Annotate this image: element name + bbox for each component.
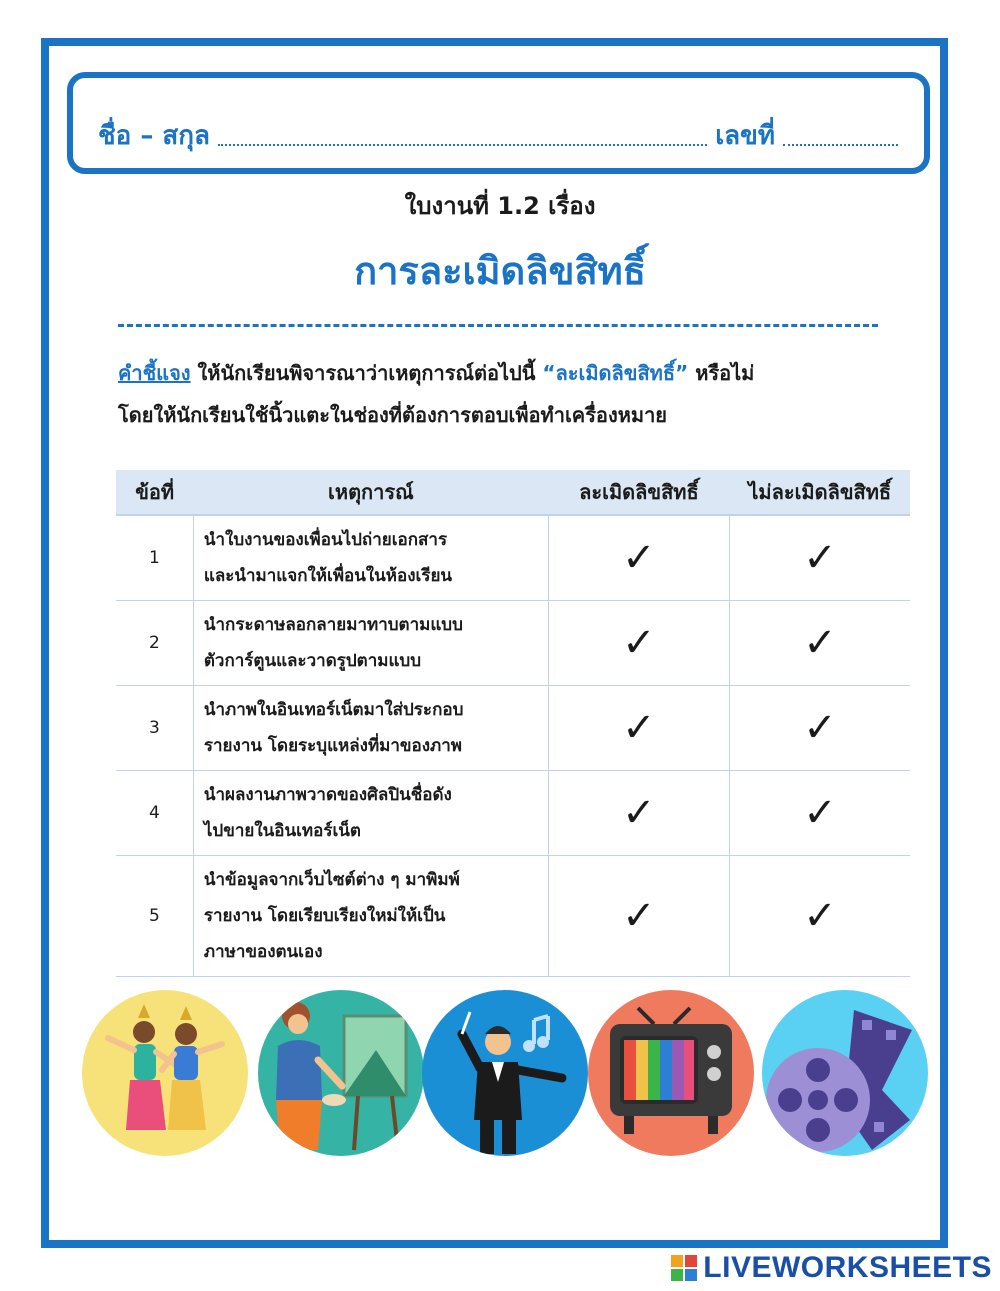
event-line: ไปขายในอินเทอร์เน็ต — [203, 821, 361, 841]
col-header-not-infringe: ไม่ละเมิดลิขสิทธิ์ — [729, 470, 910, 515]
painter-icon — [258, 990, 424, 1156]
name-line — [98, 116, 898, 156]
row-number: 1 — [116, 515, 193, 601]
event-line: ภาษาของตนเอง — [203, 942, 323, 962]
table-row — [116, 601, 910, 686]
worksheet-title: การละเมิดลิขสิทธิ์ — [354, 249, 646, 293]
instructions-line-1 — [118, 352, 908, 394]
event-line: นำใบงานของเพื่อนไปถ่ายเอกสาร — [203, 530, 448, 550]
thai-dancers-icon — [82, 990, 248, 1156]
instructions-text-1: ให้นักเรียนพิจารณาว่าเหตุการณ์ต่อไปนี้ — [197, 361, 536, 385]
row-event — [193, 515, 548, 601]
table-row — [116, 515, 910, 601]
event-line: รายงาน โดยเรียบเรียงใหม่ให้เป็น — [203, 906, 446, 926]
row-number: 4 — [116, 771, 193, 856]
row-number: 5 — [116, 856, 193, 977]
row-event — [193, 686, 548, 771]
row-number: 2 — [116, 601, 193, 686]
number-label: เลขที่ — [715, 121, 775, 151]
name-label: ชื่อ – สกุล — [98, 121, 210, 151]
event-line: นำผลงานภาพวาดของศิลปินชื่อดัง — [203, 785, 452, 805]
answer-infringe-cell[interactable]: ✓ — [548, 771, 729, 856]
watermark-logo-icon — [671, 1255, 697, 1281]
answer-infringe-cell[interactable]: ✓ — [548, 515, 729, 601]
answer-infringe-cell[interactable]: ✓ — [548, 601, 729, 686]
watermark-text: LIVEWORKSHEETS — [703, 1251, 992, 1284]
watermark — [671, 1251, 992, 1285]
events-table — [116, 470, 910, 977]
divider — [118, 324, 878, 327]
table-header-row — [116, 470, 910, 515]
answer-infringe-cell[interactable]: ✓ — [548, 686, 729, 771]
event-line: รายงาน โดยระบุแหล่งที่มาของภาพ — [203, 736, 463, 756]
event-line: นำข้อมูลจากเว็บไซต์ต่าง ๆ มาพิมพ์ — [203, 870, 460, 890]
event-line: และนำมาแจกให้เพื่อนในห้องเรียน — [203, 566, 453, 586]
table-row — [116, 686, 910, 771]
row-number: 3 — [116, 686, 193, 771]
row-event — [193, 856, 548, 977]
worksheet-subtitle: ใบงานที่ 1.2 เรื่อง — [404, 192, 596, 220]
event-line: นำกระดาษลอกลายมาทาบตามแบบ — [203, 615, 463, 635]
instructions-lead: คำชี้แจง — [118, 361, 191, 385]
answer-not-infringe-cell[interactable]: ✓ — [729, 515, 910, 601]
row-event — [193, 601, 548, 686]
table-row — [116, 856, 910, 977]
answer-not-infringe-cell[interactable]: ✓ — [729, 856, 910, 977]
answer-not-infringe-cell[interactable]: ✓ — [729, 686, 910, 771]
col-header-infringe: ละเมิดลิขสิทธิ์ — [548, 470, 729, 515]
row-event — [193, 771, 548, 856]
col-header-event: เหตุการณ์ — [193, 470, 548, 515]
answer-not-infringe-cell[interactable]: ✓ — [729, 771, 910, 856]
television-icon — [588, 990, 754, 1156]
illustration-row — [82, 990, 932, 1160]
event-line: ตัวการ์ตูนและวาดรูปตามแบบ — [203, 651, 421, 671]
answer-infringe-cell[interactable]: ✓ — [548, 856, 729, 977]
name-blank — [218, 144, 707, 146]
table-row — [116, 771, 910, 856]
instructions-quote: “ละเมิดลิขสิทธิ์” — [542, 361, 689, 385]
number-blank — [783, 144, 898, 146]
instructions — [118, 352, 908, 436]
event-line: นำภาพในอินเทอร์เน็ตมาใส่ประกอบ — [203, 700, 464, 720]
col-header-number: ข้อที่ — [116, 470, 193, 515]
instructions-text-2: หรือไม่ — [695, 361, 755, 385]
film-reel-icon — [762, 990, 928, 1156]
instructions-line-2: โดยให้นักเรียนใช้นิ้วแตะในช่องที่ต้องการตอบเพื่อทำเครื่องหมาย — [118, 403, 668, 427]
conductor-icon — [422, 990, 588, 1156]
answer-not-infringe-cell[interactable]: ✓ — [729, 601, 910, 686]
